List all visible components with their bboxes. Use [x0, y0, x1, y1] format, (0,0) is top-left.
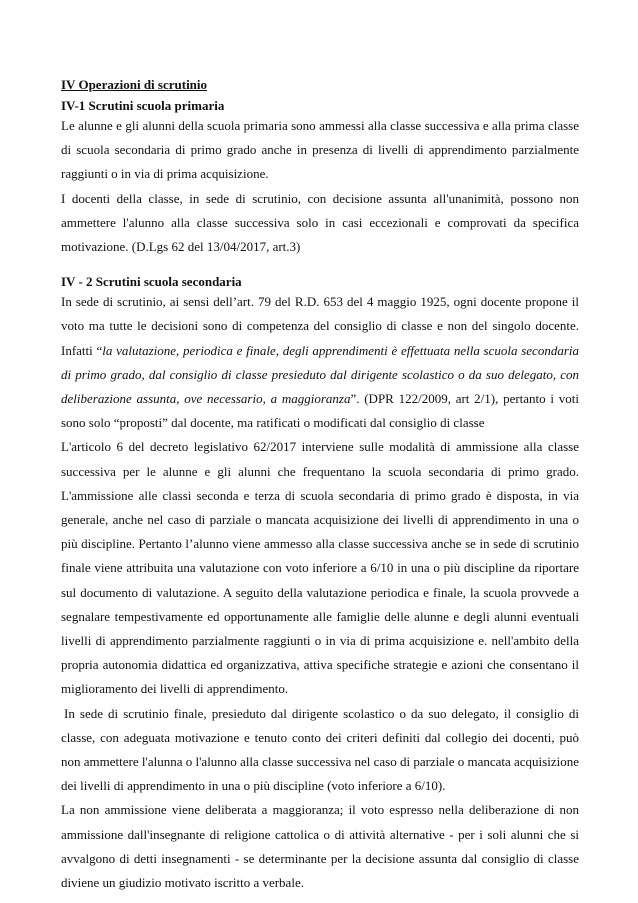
paragraph-secondaria-1-end: ”. (DPR 122/2009, art 2/1), pertanto i voti sono solo “proposti” dal docente, ma ratificati o modificati dal consiglio di classe: [61, 391, 579, 431]
paragraph-secondaria-1: [61, 290, 579, 435]
paragraph-primaria-2: I docenti della classe, in sede di scrutinio, con decisione assunta all'unanimità, possono non ammettere l'alunno alla classe successiva solo in casi eccezionali e comprovati da specifica motivazione. (D.Lgs 62 del 13/04/2017, art.3): [61, 190, 579, 255]
paragraph-secondaria-4: La non ammissione viene deliberata a maggioranza; il voto espresso nella deliberazione di non ammissione dall'insegnante di religione cattolica o di attività alternative - per i soli alunni che si avvalgono di detti insegnamenti - se determinante per la decisione assunta dal consiglio di classe diviene un giudizio motivato iscritto a verbale.: [61, 802, 579, 891]
section-gap: [61, 259, 579, 273]
document-page: [61, 76, 579, 895]
subsection-title-primaria: IV-1 Scrutini scuola primaria: [61, 98, 225, 113]
subsection-title-secondaria: IV - 2 Scrutini scuola secondaria: [61, 274, 242, 290]
paragraph-primaria-1: Le alunne e gli alunni della scuola primaria sono ammessi alla classe successiva e alla prima classe di scuola secondaria di primo grado anche in presenza di livelli di apprendimento parzialmente raggiunti o in via di prima acquisizione.: [61, 118, 579, 182]
section-title: IV Operazioni di scrutinio: [61, 77, 208, 92]
paragraph-secondaria-2: L'articolo 6 del decreto legislativo 62/2017 interviene sulle modalità di ammissione alla classe successiva per le alunne e gli alunni che frequentano la scuola secondaria di primo grado. L'ammissione alle classi seconda e terza di scuola secondaria di primo grado è disposta, in via generale, anche nel caso di parziale o mancata acquisizione dei livelli di apprendimento in una o più discipline. Pertanto l’alunno viene ammesso alla classe successiva anche se in sede di scrutinio finale viene attribuita una valutazione con voto inferiore a 6/10 in una o più discipline da riportare sul documento di valutazione. A seguito della valutazione periodica e finale, la scuola provvede a segnalare tempestivamente ed opportunamente alle famiglie delle alunne e degli alunni eventuali livelli di apprendimento parzialmente raggiunti o in via di prima acquisizione e. nell'ambito della propria autonomia didattica ed organizzativa, attiva specifiche strategie e azioni che consentano il miglioramento dei livelli di apprendimento.: [61, 439, 579, 697]
paragraph-secondaria-1-intro: In sede di scrutinio, ai sensi dell’art. 79 del R.D. 653 del 4 maggio 1925, ogni docente propone il voto ma tutte le decisioni sono di competenza del consiglio di classe e non del singolo docente. Infatti “: [61, 294, 579, 358]
paragraph-secondaria-3: In sede di scrutinio finale, presieduto dal dirigente scolastico o da suo delegato, il consiglio di classe, con adeguata motivazione e tenuto conto dei criteri definiti dal collegio dei docenti, può non ammettere l'alunna o l'alunno alla classe successiva nel caso di parziale o mancata acquisizione dei livelli di apprendimento in una o più discipline (voto inferiore a 6/10).: [61, 705, 579, 794]
quoted-regulation: la valutazione, periodica e finale, degli apprendimenti è effettuata nella scuola secondaria di primo grado, dal consiglio di classe presieduto dal dirigente scolastico o da suo delegato, con deliberazione assunta, ove necessario, a maggioranza: [61, 342, 579, 407]
